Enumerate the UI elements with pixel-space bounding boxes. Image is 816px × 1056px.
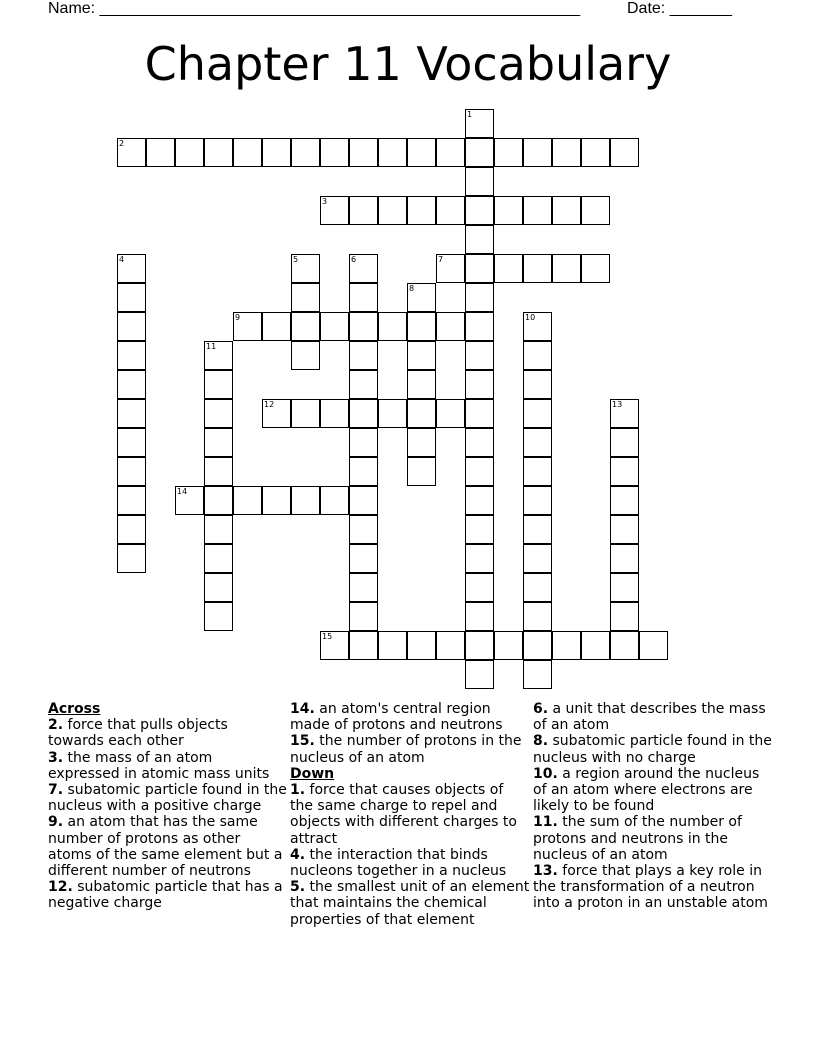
crossword-cell[interactable]	[378, 138, 407, 167]
clue-number: 3.	[48, 749, 64, 766]
cell-number: 12	[264, 400, 275, 409]
crossword-cell[interactable]	[436, 631, 465, 660]
crossword-cell[interactable]	[407, 312, 436, 341]
crossword-cell[interactable]	[465, 167, 494, 196]
clue-number: 9.	[48, 814, 64, 831]
clue-across-2	[48, 717, 288, 749]
crossword-cell[interactable]	[581, 138, 610, 167]
crossword-cell[interactable]	[523, 254, 552, 283]
clue-number: 14.	[290, 701, 315, 717]
crossword-cell[interactable]	[523, 486, 552, 515]
down-heading: Down	[290, 765, 335, 782]
crossword-cell[interactable]	[378, 312, 407, 341]
crossword-cell[interactable]	[204, 457, 233, 486]
clue-text: the smallest unit of an element that maintains the chemical properties of that element	[290, 879, 530, 928]
crossword-cell[interactable]	[378, 196, 407, 225]
cell-number: 3	[322, 197, 328, 206]
crossword-cell[interactable]	[465, 225, 494, 254]
crossword-cell[interactable]	[262, 138, 291, 167]
crossword-cell[interactable]	[610, 602, 639, 631]
clue-text: force that causes objects of the same charge to repel and objects with different charges to attract	[290, 782, 517, 847]
crossword-cell[interactable]	[494, 196, 523, 225]
clue-number: 12.	[48, 879, 73, 896]
crossword-cell[interactable]	[291, 341, 320, 370]
clues-column-3	[533, 701, 773, 912]
crossword-cell[interactable]	[610, 515, 639, 544]
cell-number: 15	[322, 632, 333, 641]
crossword-cell[interactable]	[407, 196, 436, 225]
clue-text: an atom's central region made of protons and neutrons	[290, 701, 503, 734]
clue-text: the sum of the number of protons and neutrons in the nucleus of an atom	[533, 814, 742, 863]
clue-down-11	[533, 814, 773, 863]
crossword-cell[interactable]	[320, 486, 349, 515]
cell-number: 5	[293, 255, 299, 264]
clue-down-1	[290, 782, 530, 847]
clue-number: 5.	[290, 879, 306, 896]
crossword-cell[interactable]	[523, 399, 552, 428]
crossword-cell[interactable]	[117, 486, 146, 515]
crossword-cell[interactable]	[204, 486, 233, 515]
crossword-cell[interactable]	[465, 544, 494, 573]
clue-across-14	[290, 701, 530, 733]
crossword-cell[interactable]	[407, 370, 436, 399]
crossword-cell[interactable]	[204, 515, 233, 544]
crossword-cell[interactable]	[494, 138, 523, 167]
cell-number: 6	[351, 255, 357, 264]
crossword-cell[interactable]	[465, 428, 494, 457]
crossword-cell[interactable]	[523, 515, 552, 544]
crossword-cell[interactable]	[349, 573, 378, 602]
crossword-cell[interactable]	[349, 341, 378, 370]
crossword-cell[interactable]	[204, 573, 233, 602]
crossword-cell[interactable]	[523, 660, 552, 689]
crossword-cell[interactable]	[436, 312, 465, 341]
crossword-cell[interactable]	[465, 370, 494, 399]
crossword-cell[interactable]	[610, 138, 639, 167]
crossword-cell[interactable]	[349, 515, 378, 544]
cell-number: 11	[206, 342, 217, 351]
crossword-cell[interactable]	[320, 138, 349, 167]
crossword-cell[interactable]	[465, 573, 494, 602]
crossword-cell[interactable]	[349, 283, 378, 312]
crossword-cell[interactable]	[349, 399, 378, 428]
clue-down-4	[290, 847, 530, 879]
crossword-cell[interactable]	[175, 138, 204, 167]
cell-number: 2	[119, 139, 125, 148]
cell-number: 10	[525, 313, 536, 322]
clue-text: the interaction that binds nucleons together in a nucleus	[290, 846, 507, 880]
name-field-label: Name: ______________________________________________________	[48, 0, 581, 17]
crossword-cell[interactable]	[523, 602, 552, 631]
crossword-cell[interactable]	[523, 544, 552, 573]
crossword-cell[interactable]	[349, 312, 378, 341]
across-heading: Across	[48, 701, 101, 717]
crossword-cell[interactable]	[378, 399, 407, 428]
crossword-cell[interactable]	[465, 312, 494, 341]
crossword-cell[interactable]	[436, 138, 465, 167]
clue-number: 1.	[290, 782, 306, 799]
clue-text: a unit that describes the mass of an atom	[533, 701, 766, 734]
crossword-cell[interactable]	[349, 370, 378, 399]
crossword-cell[interactable]	[262, 312, 291, 341]
crossword-cell[interactable]	[523, 573, 552, 602]
crossword-cell[interactable]	[349, 544, 378, 573]
clue-text: an atom that has the same number of protons as other atoms of the same element but a different number of neutrons	[48, 814, 283, 880]
crossword-cell[interactable]	[117, 544, 146, 573]
clue-text: the number of protons in the nucleus of an atom	[290, 733, 522, 766]
crossword-cell[interactable]	[465, 138, 494, 167]
clue-down-13	[533, 863, 773, 912]
clue-across-12	[48, 879, 288, 911]
clue-across-7	[48, 782, 288, 814]
crossword-cell[interactable]	[407, 341, 436, 370]
crossword-cell[interactable]	[349, 428, 378, 457]
cell-number: 7	[438, 255, 444, 264]
cell-number: 14	[177, 487, 188, 496]
crossword-cell[interactable]	[349, 631, 378, 660]
crossword-cell[interactable]	[436, 196, 465, 225]
crossword-cell[interactable]	[610, 544, 639, 573]
cell-number: 13	[612, 400, 623, 409]
crossword-cell[interactable]	[465, 399, 494, 428]
crossword-cell[interactable]	[320, 312, 349, 341]
crossword-cell[interactable]	[349, 196, 378, 225]
cell-number: 1	[467, 110, 473, 119]
crossword-cell[interactable]	[465, 602, 494, 631]
crossword-cell[interactable]	[349, 138, 378, 167]
crossword-cell[interactable]	[465, 254, 494, 283]
clue-number: 10.	[533, 765, 558, 782]
crossword-cell[interactable]	[204, 370, 233, 399]
crossword-cell[interactable]	[552, 196, 581, 225]
crossword-cell[interactable]	[291, 312, 320, 341]
clue-number: 13.	[533, 863, 558, 880]
cell-number: 4	[119, 255, 125, 264]
clue-text: subatomic particle found in the nucleus with no charge	[533, 733, 772, 766]
clue-number: 2.	[48, 717, 64, 734]
crossword-cell[interactable]	[117, 341, 146, 370]
crossword-cell[interactable]	[523, 196, 552, 225]
crossword-cell[interactable]	[465, 515, 494, 544]
cell-number: 9	[235, 313, 241, 322]
crossword-cell[interactable]	[117, 457, 146, 486]
crossword-cell[interactable]	[291, 399, 320, 428]
crossword-cell[interactable]	[465, 631, 494, 660]
crossword-cell[interactable]	[291, 486, 320, 515]
crossword-cell[interactable]	[407, 457, 436, 486]
crossword-cell[interactable]	[465, 196, 494, 225]
crossword-cell[interactable]	[204, 399, 233, 428]
crossword-cell[interactable]	[465, 341, 494, 370]
crossword-cell[interactable]	[291, 138, 320, 167]
crossword-cell[interactable]	[117, 428, 146, 457]
crossword-cell[interactable]	[581, 196, 610, 225]
clue-across-15	[290, 733, 530, 765]
crossword-cell[interactable]	[552, 138, 581, 167]
crossword-cell[interactable]	[378, 631, 407, 660]
clue-down-8	[533, 733, 773, 765]
crossword-cell[interactable]	[465, 283, 494, 312]
crossword-cell[interactable]	[291, 283, 320, 312]
cell-number: 8	[409, 284, 415, 293]
crossword-cell[interactable]	[117, 515, 146, 544]
clue-number: 6.	[533, 701, 549, 717]
crossword-cell[interactable]	[204, 428, 233, 457]
clue-down-6	[533, 701, 773, 733]
clues-column-1	[48, 701, 288, 912]
crossword-cell[interactable]	[233, 486, 262, 515]
crossword-cell[interactable]	[436, 399, 465, 428]
crossword-cell[interactable]	[581, 254, 610, 283]
crossword-cell[interactable]	[407, 428, 436, 457]
crossword-cell[interactable]	[117, 370, 146, 399]
crossword-cell[interactable]	[407, 138, 436, 167]
clue-number: 7.	[48, 782, 64, 799]
crossword-cell[interactable]	[523, 370, 552, 399]
clue-number: 15.	[290, 733, 315, 750]
crossword-cell[interactable]	[610, 428, 639, 457]
crossword-cell[interactable]	[610, 457, 639, 486]
crossword-cell[interactable]	[639, 631, 668, 660]
clue-text: subatomic particle found in the nucleus with a positive charge	[48, 782, 287, 815]
crossword-cell[interactable]	[494, 254, 523, 283]
clue-down-5	[290, 879, 530, 928]
crossword-cell[interactable]	[581, 631, 610, 660]
clue-down-10	[533, 766, 773, 815]
crossword-cell[interactable]	[552, 631, 581, 660]
crossword-cell[interactable]	[523, 428, 552, 457]
clue-number: 11.	[533, 814, 558, 831]
crossword-cell[interactable]	[349, 457, 378, 486]
crossword-cell[interactable]	[523, 341, 552, 370]
crossword-cell[interactable]	[320, 399, 349, 428]
clue-number: 4.	[290, 846, 306, 863]
clue-text: force that plays a key role in the transformation of a neutron into a proton in an unstable atom	[533, 863, 768, 912]
crossword-cell[interactable]	[610, 486, 639, 515]
crossword-cell[interactable]	[204, 544, 233, 573]
crossword-cell[interactable]	[523, 138, 552, 167]
clue-across-9	[48, 814, 288, 879]
crossword-cell[interactable]	[204, 138, 233, 167]
crossword-cell[interactable]	[262, 486, 291, 515]
crossword-cell[interactable]	[146, 138, 175, 167]
crossword-cell[interactable]	[552, 254, 581, 283]
clue-text: the mass of an atom expressed in atomic mass units	[48, 749, 270, 782]
clues-column-2	[290, 701, 530, 928]
clue-text: force that pulls objects towards each other	[48, 717, 228, 750]
crossword-cell[interactable]	[407, 631, 436, 660]
crossword-cell[interactable]	[117, 312, 146, 341]
crossword-cell[interactable]	[610, 573, 639, 602]
crossword-cell[interactable]	[407, 399, 436, 428]
crossword-cell[interactable]	[523, 457, 552, 486]
crossword-cell[interactable]	[233, 138, 262, 167]
crossword-cell[interactable]	[494, 631, 523, 660]
crossword-cell[interactable]	[523, 631, 552, 660]
clue-text: a region around the nucleus of an atom where electrons are likely to be found	[533, 765, 760, 815]
clue-number: 8.	[533, 733, 549, 750]
crossword-cell[interactable]	[465, 660, 494, 689]
clue-text: subatomic particle that has a negative charge	[48, 879, 283, 912]
crossword-cell[interactable]	[117, 283, 146, 312]
crossword-cell[interactable]	[349, 486, 378, 515]
crossword-cell[interactable]	[117, 399, 146, 428]
page-title: Chapter 11 Vocabulary	[144, 37, 672, 91]
crossword-cell[interactable]	[610, 631, 639, 660]
clue-across-3	[48, 750, 288, 782]
crossword-cell[interactable]	[349, 602, 378, 631]
crossword-cell[interactable]	[465, 457, 494, 486]
crossword-cell[interactable]	[465, 486, 494, 515]
date-field-label: Date: _______	[627, 0, 732, 17]
crossword-cell[interactable]	[204, 602, 233, 631]
